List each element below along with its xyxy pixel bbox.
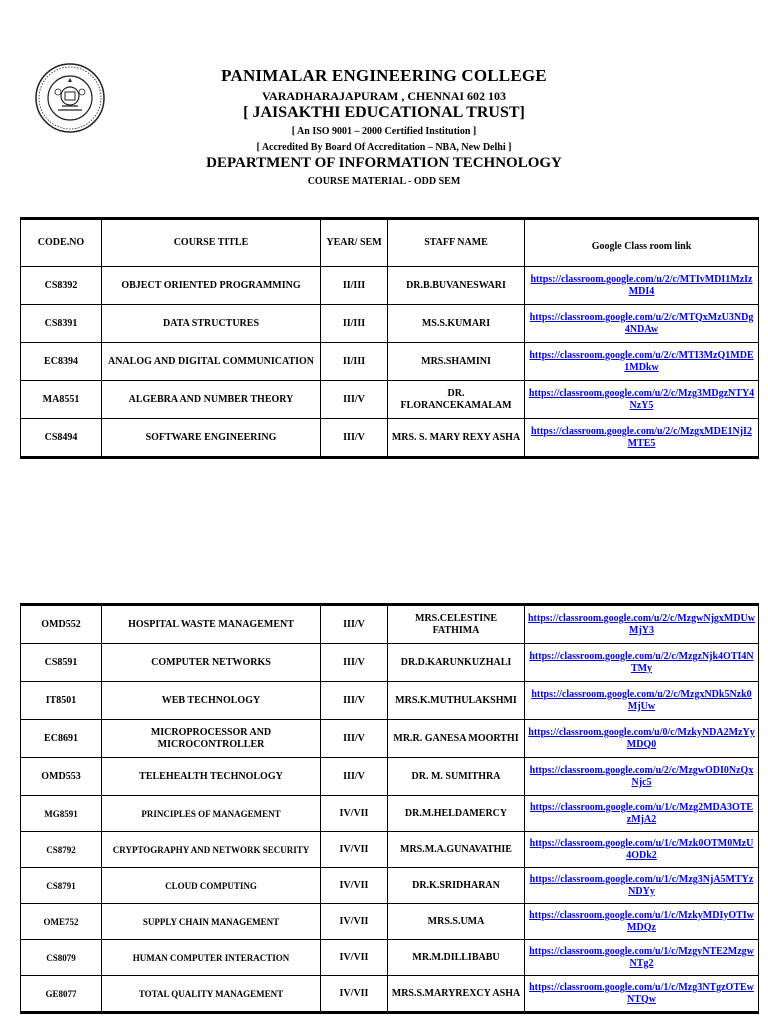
course-code: OMD553 <box>21 758 102 796</box>
course-code: CS8791 <box>21 868 102 904</box>
table-row <box>21 682 759 720</box>
staff-name: MRS.K.MUTHULAKSHMI <box>388 682 525 720</box>
course-code: CS8391 <box>21 305 102 343</box>
course-title: ALGEBRA AND NUMBER THEORY <box>102 381 321 419</box>
staff-name: MRS. S. MARY REXY ASHA <box>388 419 525 458</box>
classroom-link[interactable]: https://classroom.google.com/u/2/c/MzgwODI0NzQxNjc5 <box>529 764 754 788</box>
course-code: CS8792 <box>21 832 102 868</box>
classroom-link[interactable]: https://classroom.google.com/u/2/c/MzgxMDE1NjI2MTE5 <box>531 425 752 449</box>
table-row <box>21 343 759 381</box>
classroom-link[interactable]: https://classroom.google.com/u/1/c/MzkyMDIyOTIwMDQz <box>529 909 754 933</box>
table-row <box>21 868 759 904</box>
staff-name: MRS.M.A.GUNAVATHIE <box>388 832 525 868</box>
course-title: CLOUD COMPUTING <box>102 868 321 904</box>
table-row <box>21 976 759 1013</box>
course-code: OMD552 <box>21 605 102 644</box>
course-title: SUPPLY CHAIN MANAGEMENT <box>102 904 321 940</box>
staff-name: MR.R. GANESA MOORTHI <box>388 720 525 758</box>
course-title: HUMAN COMPUTER INTERACTION <box>102 940 321 976</box>
course-table-2 <box>20 603 759 1014</box>
year-sem: IV/VII <box>321 976 388 1013</box>
course-code: OME752 <box>21 904 102 940</box>
table-header-row <box>21 219 759 267</box>
classroom-link[interactable]: https://classroom.google.com/u/1/c/Mzg2MDA3OTEzMjA2 <box>529 801 754 825</box>
course-table-1 <box>20 217 759 459</box>
year-sem: II/III <box>321 305 388 343</box>
staff-name: MRS.CELESTINE FATHIMA <box>388 605 525 644</box>
staff-name: DR.D.KARUNKUZHALI <box>388 644 525 682</box>
classroom-link[interactable]: https://classroom.google.com/u/0/c/MzkyNDA2MzYyMDQ0 <box>528 726 755 750</box>
course-code: IT8501 <box>21 682 102 720</box>
classroom-link[interactable]: https://classroom.google.com/u/2/c/MTI3MzQ1MDE1MDkw <box>529 349 754 373</box>
table-row <box>21 796 759 832</box>
table-row <box>21 419 759 458</box>
year-sem: IV/VII <box>321 796 388 832</box>
college-address: VARADHARAJAPURAM , CHENNAI 602 103 <box>261 89 507 103</box>
year-sem: III/V <box>321 419 388 458</box>
classroom-link[interactable]: https://classroom.google.com/u/1/c/Mzk0OTM0MzU4ODk2 <box>529 837 754 861</box>
header-title: COURSE TITLE <box>102 219 321 267</box>
staff-name: MS.S.KUMARI <box>388 305 525 343</box>
year-sem: IV/VII <box>321 904 388 940</box>
header-staff: STAFF NAME <box>388 219 525 267</box>
classroom-link[interactable]: https://classroom.google.com/u/2/c/MzgxNDk5Nzk0MjUw <box>531 688 752 712</box>
course-code: GE8077 <box>21 976 102 1013</box>
header-year-sem: YEAR/ SEM <box>321 219 388 267</box>
course-title: PRINCIPLES OF MANAGEMENT <box>102 796 321 832</box>
staff-name: MRS.S.MARYREXCY ASHA <box>388 976 525 1013</box>
staff-name: DR.M.HELDAMERCY <box>388 796 525 832</box>
classroom-link[interactable]: https://classroom.google.com/u/1/c/MzgyNTE2MzgwNTg2 <box>529 945 754 969</box>
year-sem: III/V <box>321 720 388 758</box>
year-sem: II/III <box>321 343 388 381</box>
classroom-link[interactable]: https://classroom.google.com/u/2/c/MzgzNjk4OTI4NTMy <box>529 650 754 674</box>
iso-certification: [ An ISO 9001 – 2000 Certified Institution ] <box>291 126 477 137</box>
header-code: CODE.NO <box>21 219 102 267</box>
course-code: EC8691 <box>21 720 102 758</box>
course-code: MA8551 <box>21 381 102 419</box>
course-code: CS8494 <box>21 419 102 458</box>
year-sem: III/V <box>321 381 388 419</box>
course-title: MICROPROCESSOR AND MICROCONTROLLER <box>102 720 321 758</box>
year-sem: III/V <box>321 605 388 644</box>
table-row <box>21 305 759 343</box>
table-row <box>21 267 759 305</box>
accreditation-note: [ Accredited By Board Of Accreditation – NBA, New Delhi ] <box>256 142 512 153</box>
course-title: HOSPITAL WASTE MANAGEMENT <box>102 605 321 644</box>
classroom-link[interactable]: https://classroom.google.com/u/2/c/Mzg3MDgzNTY4NzY5 <box>528 387 755 411</box>
college-name: PANIMALAR ENGINEERING COLLEGE <box>221 66 547 85</box>
staff-name: DR. FLORANCEKAMALAM <box>388 381 525 419</box>
classroom-link[interactable]: https://classroom.google.com/u/2/c/MzgwNjgxMDUwMjY3 <box>528 612 756 636</box>
course-title: TOTAL QUALITY MANAGEMENT <box>102 976 321 1013</box>
table-row <box>21 720 759 758</box>
classroom-link[interactable]: https://classroom.google.com/u/2/c/MTIvMDI1MzIzMDI4 <box>530 273 753 297</box>
staff-name: MRS.S.UMA <box>388 904 525 940</box>
classroom-link[interactable]: https://classroom.google.com/u/2/c/MTQxMzU3NDg4NDAw <box>529 311 754 335</box>
course-title: TELEHEALTH TECHNOLOGY <box>102 758 321 796</box>
course-title: CRYPTOGRAPHY AND NETWORK SECURITY <box>102 832 321 868</box>
year-sem: III/V <box>321 644 388 682</box>
header-link: Google Class room link <box>525 219 759 267</box>
department-title: DEPARTMENT OF INFORMATION TECHNOLOGY <box>206 155 562 171</box>
year-sem: III/V <box>321 758 388 796</box>
classroom-link[interactable]: https://classroom.google.com/u/1/c/Mzg3NTgzOTEwNTQw <box>529 981 754 1005</box>
course-title: OBJECT ORIENTED PROGRAMMING <box>102 267 321 305</box>
course-title: COMPUTER NETWORKS <box>102 644 321 682</box>
trust-name: [ JAISAKTHI EDUCATIONAL TRUST] <box>243 104 525 121</box>
table-row <box>21 644 759 682</box>
classroom-link[interactable]: https://classroom.google.com/u/1/c/Mzg3NjA5MTYzNDYy <box>529 873 754 897</box>
staff-name: DR.B.BUVANESWARI <box>388 267 525 305</box>
course-code: CS8392 <box>21 267 102 305</box>
course-title: DATA STRUCTURES <box>102 305 321 343</box>
staff-name: MRS.SHAMINI <box>388 343 525 381</box>
staff-name: MR.M.DILLIBABU <box>388 940 525 976</box>
table-row <box>21 381 759 419</box>
table-row <box>21 832 759 868</box>
course-code: MG8591 <box>21 796 102 832</box>
table-row <box>21 940 759 976</box>
year-sem: IV/VII <box>321 832 388 868</box>
course-title: ANALOG AND DIGITAL COMMUNICATION <box>102 343 321 381</box>
year-sem: II/III <box>321 267 388 305</box>
table-row <box>21 605 759 644</box>
table-row <box>21 904 759 940</box>
course-code: CS8079 <box>21 940 102 976</box>
course-title: WEB TECHNOLOGY <box>102 682 321 720</box>
staff-name: DR. M. SUMITHRA <box>388 758 525 796</box>
course-title: SOFTWARE ENGINEERING <box>102 419 321 458</box>
year-sem: IV/VII <box>321 868 388 904</box>
year-sem: IV/VII <box>321 940 388 976</box>
table-row <box>21 758 759 796</box>
staff-name: DR.K.SRIDHARAN <box>388 868 525 904</box>
year-sem: III/V <box>321 682 388 720</box>
course-material-title: COURSE MATERIAL - ODD SEM <box>307 176 461 187</box>
course-code: EC8394 <box>21 343 102 381</box>
course-code: CS8591 <box>21 644 102 682</box>
